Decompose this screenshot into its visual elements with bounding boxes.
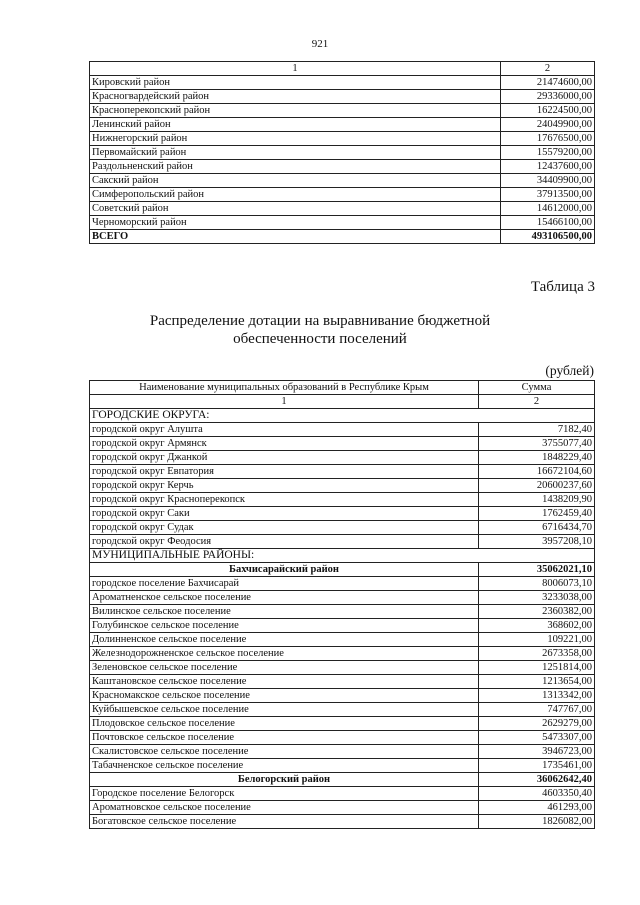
amount-value: 1762459,40	[479, 507, 595, 521]
amount-value: 2629279,00	[479, 717, 595, 731]
amount-value: 2360382,00	[479, 605, 595, 619]
district-name: Белогорский район	[90, 773, 479, 787]
districts-table-body	[90, 62, 595, 244]
amount-value: 6716434,70	[479, 521, 595, 535]
table-row	[90, 76, 595, 90]
amount-value: 17676500,00	[501, 132, 595, 146]
settlement-name: Плодовское сельское поселение	[90, 717, 479, 731]
amount-value: 4603350,40	[479, 787, 595, 801]
settlement-name: Ароматненское сельское поселение	[90, 591, 479, 605]
subsidy-table-body	[90, 381, 595, 829]
settlement-name: Зеленовское сельское поселение	[90, 661, 479, 675]
amount-value: 37913500,00	[501, 188, 595, 202]
table-row	[90, 633, 595, 647]
column-header-sum: Сумма	[479, 381, 595, 395]
settlement-name: Красномакское сельское поселение	[90, 689, 479, 703]
table-row	[90, 90, 595, 104]
section-row	[90, 409, 595, 423]
table-row	[90, 216, 595, 230]
amount-value: 24049900,00	[501, 118, 595, 132]
table-row	[90, 437, 595, 451]
section-row	[90, 549, 595, 563]
table-row	[90, 815, 595, 829]
table-title-line-1: Распределение дотации на выравнивание бюджетной	[149, 313, 491, 329]
settlement-name: Железнодорожненское сельское поселение	[90, 647, 479, 661]
amount-value: 1213654,00	[479, 675, 595, 689]
amount-value: 21474600,00	[501, 76, 595, 90]
amount-value: 20600237,60	[479, 479, 595, 493]
total-label: ВСЕГО	[90, 230, 501, 244]
settlement-name: Табачненское сельское поселение	[90, 759, 479, 773]
table-number-row	[90, 395, 595, 409]
table-row	[90, 731, 595, 745]
amount-value: 2673358,00	[479, 647, 595, 661]
amount-value: 7182,40	[479, 423, 595, 437]
amount-value: 1313342,00	[479, 689, 595, 703]
subsidy-table	[89, 380, 595, 829]
table-title	[0, 312, 640, 348]
district-name: Черноморский район	[90, 216, 501, 230]
table-row	[90, 689, 595, 703]
amount-value: 8006073,10	[479, 577, 595, 591]
amount-value: 1826082,00	[479, 815, 595, 829]
district-name: Сакский район	[90, 174, 501, 188]
table-row	[90, 647, 595, 661]
table-row	[90, 146, 595, 160]
settlement-name: Каштановское сельское поселение	[90, 675, 479, 689]
table-row	[90, 132, 595, 146]
amount-value: 34409900,00	[501, 174, 595, 188]
district-name: Бахчисарайский район	[90, 563, 479, 577]
table-row	[90, 465, 595, 479]
column-number-2: 2	[501, 62, 595, 76]
district-total: 35062021,10	[479, 563, 595, 577]
table-row	[90, 174, 595, 188]
settlement-name: Богатовское сельское поселение	[90, 815, 479, 829]
column-number-1: 1	[90, 395, 479, 409]
district-name: Симферопольский район	[90, 188, 501, 202]
district-name: Красногвардейский район	[90, 90, 501, 104]
section-heading: ГОРОДСКИЕ ОКРУГА:	[90, 409, 595, 423]
section-heading: МУНИЦИПАЛЬНЫЕ РАЙОНЫ:	[90, 549, 595, 563]
amount-value: 15466100,00	[501, 216, 595, 230]
amount-value: 1735461,00	[479, 759, 595, 773]
table-row	[90, 104, 595, 118]
settlement-name: Городское поселение Белогорск	[90, 787, 479, 801]
amount-value: 16672104,60	[479, 465, 595, 479]
district-name: Первомайский район	[90, 146, 501, 160]
district-name: Нижнегорский район	[90, 132, 501, 146]
table-row	[90, 703, 595, 717]
table-row	[90, 493, 595, 507]
table-row	[90, 202, 595, 216]
settlement-name: городское поселение Бахчисарай	[90, 577, 479, 591]
table-row	[90, 661, 595, 675]
amount-value: 16224500,00	[501, 104, 595, 118]
unit-label: (рублей)	[545, 363, 594, 378]
settlement-name: городской округ Алушта	[90, 423, 479, 437]
settlement-name: Вилинское сельское поселение	[90, 605, 479, 619]
table-row	[90, 507, 595, 521]
settlement-name: городской округ Керчь	[90, 479, 479, 493]
table-row	[90, 745, 595, 759]
table-label: Таблица 3	[530, 279, 595, 295]
amount-value: 1438209,90	[479, 493, 595, 507]
settlement-name: городской округ Евпатория	[90, 465, 479, 479]
settlement-name: Долинненское сельское поселение	[90, 633, 479, 647]
column-header-name: Наименование муниципальных образований в Республике Крым	[90, 381, 479, 395]
amount-value: 14612000,00	[501, 202, 595, 216]
table-row	[90, 118, 595, 132]
settlement-name: городской округ Армянск	[90, 437, 479, 451]
table-row	[90, 521, 595, 535]
table-row	[90, 717, 595, 731]
table-row	[90, 591, 595, 605]
page-number: 921	[311, 38, 329, 50]
amount-value: 1848229,40	[479, 451, 595, 465]
district-row	[90, 563, 595, 577]
district-total: 36062642,40	[479, 773, 595, 787]
amount-value: 3755077,40	[479, 437, 595, 451]
amount-value: 3946723,00	[479, 745, 595, 759]
amount-value: 3957208,10	[479, 535, 595, 549]
settlement-name: Ароматновское сельское поселение	[90, 801, 479, 815]
table-row	[90, 787, 595, 801]
table-row	[90, 759, 595, 773]
district-name: Советский район	[90, 202, 501, 216]
column-number-2: 2	[479, 395, 595, 409]
table-row	[90, 619, 595, 633]
district-name: Красноперекопский район	[90, 104, 501, 118]
amount-value: 5473307,00	[479, 731, 595, 745]
amount-value: 29336000,00	[501, 90, 595, 104]
settlement-name: Скалистовское сельское поселение	[90, 745, 479, 759]
settlement-name: Почтовское сельское поселение	[90, 731, 479, 745]
table-row	[90, 801, 595, 815]
table-row	[90, 451, 595, 465]
districts-table	[89, 61, 595, 244]
amount-value: 747767,00	[479, 703, 595, 717]
table-row	[90, 479, 595, 493]
amount-value: 15579200,00	[501, 146, 595, 160]
amount-value: 12437600,00	[501, 160, 595, 174]
settlement-name: городской округ Судак	[90, 521, 479, 535]
amount-value: 3233038,00	[479, 591, 595, 605]
table-row	[90, 675, 595, 689]
district-row	[90, 773, 595, 787]
amount-value: 109221,00	[479, 633, 595, 647]
amount-value: 1251814,00	[479, 661, 595, 675]
settlement-name: Куйбышевское сельское поселение	[90, 703, 479, 717]
settlement-name: городской округ Феодосия	[90, 535, 479, 549]
column-number-1: 1	[90, 62, 501, 76]
amount-value: 461293,00	[479, 801, 595, 815]
table-row	[90, 188, 595, 202]
district-name: Кировский район	[90, 76, 501, 90]
settlement-name: городской округ Джанкой	[90, 451, 479, 465]
table-title-line-2: обеспеченности поселений	[233, 331, 407, 347]
table-row	[90, 160, 595, 174]
total-value: 493106500,00	[501, 230, 595, 244]
district-name: Раздольненский район	[90, 160, 501, 174]
district-name: Ленинский район	[90, 118, 501, 132]
table-row	[90, 605, 595, 619]
settlement-name: городской округ Красноперекопск	[90, 493, 479, 507]
settlement-name: городской округ Саки	[90, 507, 479, 521]
table-row	[90, 577, 595, 591]
total-row	[90, 230, 595, 244]
table-row	[90, 423, 595, 437]
table-header-row	[90, 381, 595, 395]
settlement-name: Голубинское сельское поселение	[90, 619, 479, 633]
table-header-row	[90, 62, 595, 76]
amount-value: 368602,00	[479, 619, 595, 633]
table-row	[90, 535, 595, 549]
